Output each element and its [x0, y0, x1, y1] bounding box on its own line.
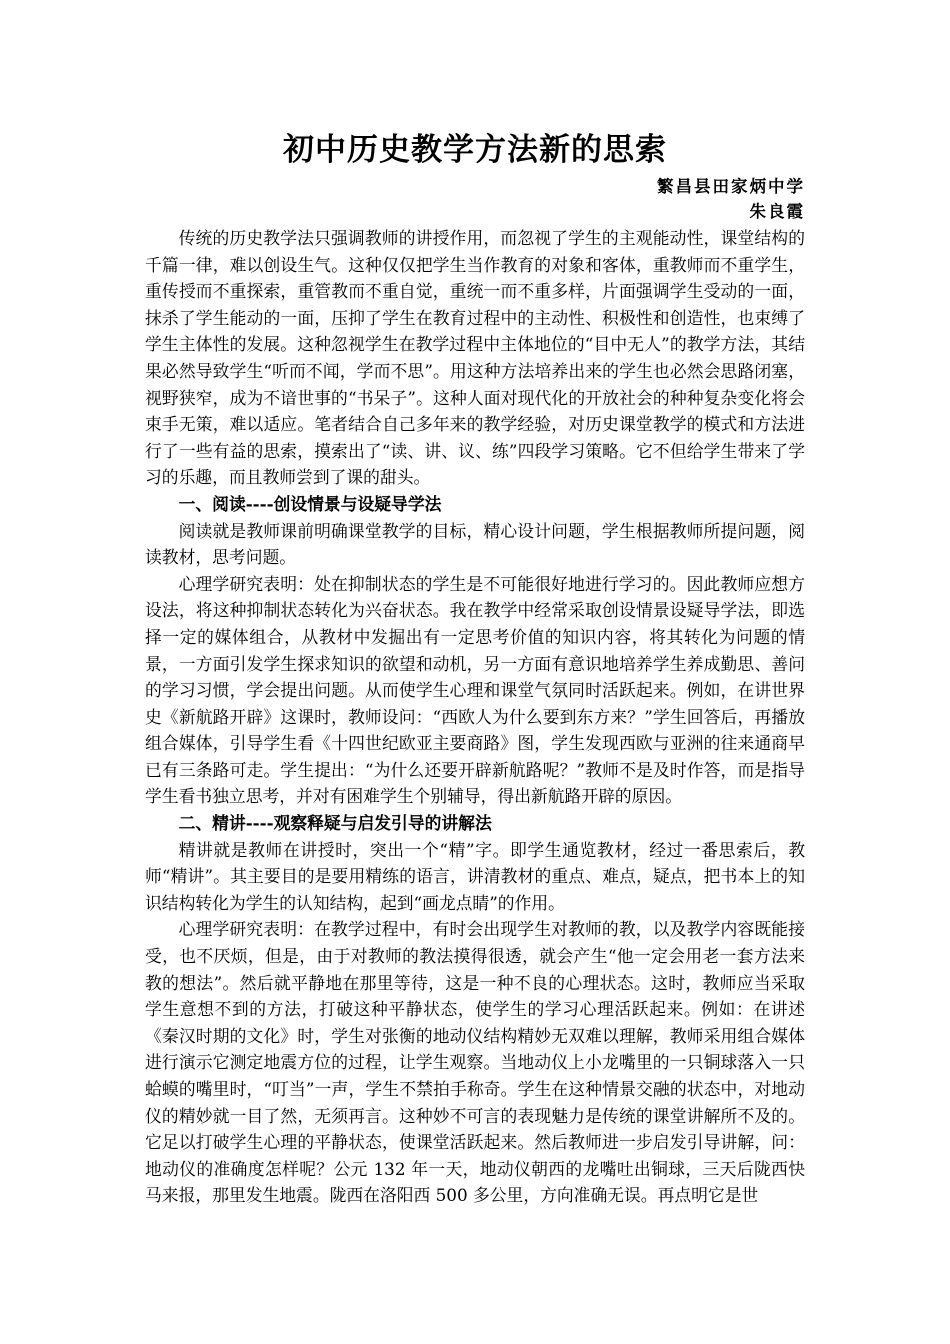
body-paragraph: 阅读就是教师课前明确课堂教学的目标，精心设计问题，学生根据教师所提问题，阅读教材，思考问题。: [145, 520, 805, 568]
body-paragraph: 精讲就是教师在讲授时，突出一个“精”字。即学生通览教材，经过一番思索后，教师“精讲”。其主要目的是要用精练的语言，讲清教材的重点、难点，疑点，把书本上的知识结构转化为学生的认知结构，起到“画龙点睛”的作用。: [145, 839, 805, 913]
document-title: 初中历史教学方法新的思索: [283, 132, 667, 168]
section-heading-lecturing: 二、精讲----观察释疑与启发引导的讲解法: [178, 813, 492, 834]
document-body: [145, 225, 805, 1209]
author-school: 繁昌县田家炳中学: [657, 177, 805, 196]
section-heading-reading: 一、阅读----创设情景与设疑导学法: [178, 493, 442, 514]
body-paragraph: 心理学研究表明：处在抑制状态的学生是不可能很好地进行学习的。因此教师应想方设法，将这种抑制状态转化为兴奋状态。我在教学中经常采取创设情景设疑导学法，即选择一定的媒体组合，从教材中发掘出有一定思考价值的知识内容，将其转化为问题的情景，一方面引发学生探求知识的欲望和动机，另一方面有意识地培养学生养成勤思、善问的学习习惯，学会提出问题。从而使学生心理和课堂气氛同时活跃起来。例如，在讲世界史《新航路开辟》这课时，教师设问：“西欧人为什么要到东方来？”学生回答后，再播放组合媒体，引导学生看《十四世纪欧亚主要商路》图，学生发现西欧与亚洲的往来通商早已有三条路可走。学生提出：“为什么还要开辟新航路呢？”教师不是及时作答，而是指导学生看书独立思考，并对有困难学生个别辅导，得出新航路开辟的原因。: [145, 573, 805, 807]
body-paragraph: 心理学研究表明：在教学过程中，有时会出现学生对教师的教，以及教学内容既能接受，也不厌烦，但是，由于对教师的教法摸得很透，就会产生“他一定会用老一套方法来教的想法”。然后就平静地在那里等待，这是一种不良的心理状态。这时，教师应当采取学生意想不到的方法，打破这种平静状态，使学生的学习心理活跃起来。例如：在讲述《秦汉时期的文化》时，学生对张衡的地动仪结构精妙无双难以理解，教师采用组合媒体进行演示它测定地震方位的过程，让学生观察。当地动仪上小龙嘴里的一只铜球落入一只蛤蟆的嘴里时，“叮当”一声，学生不禁拍手称奇。学生在这种情景交融的状态中，对地动仪的精妙就一目了然，无须再言。这种妙不可言的表现魅力是传统的课堂讲解所不及的。它足以打破学生心理的平静状态，使课堂活跃起来。然后教师进一步启发引导讲解，问：地动仪的准确度怎样呢？公元 132 年一天，地动仪朝西的龙嘴吐出铜球，三天后陇西快马来报，那里发生地震。陇西在洛阳西 500 多公里，方向准确无误。再点明它是世: [145, 919, 805, 1206]
author-name: 朱良霞: [749, 202, 805, 221]
intro-paragraph: 传统的历史教学法只强调教师的讲授作用，而忽视了学生的主观能动性，课堂结构的千篇一律，难以创设生气。这种仅仅把学生当作教育的对象和客体，重教师而不重学生，重传授而不重探索，重管教而不重自觉，重统一而不重多样，片面强调学生受动的一面，抹杀了学生能动的一面，压抑了学生在教育过程中的主动性、积极性和创造性，也束缚了学生主体性的发展。这种忽视学生在教学过程中主体地位的“目中无人”的教学方法，其结果必然导致学生“听而不闻，学而不思”。用这种方法培养出来的学生也必然会思路闭塞，视野狭窄，成为不谙世事的“书呆子”。这种人面对现代化的开放社会的种种复杂变化将会束手无策，难以适应。笔者结合自己多年来的教学经验，对历史课堂教学的模式和方法进行了一些有益的思索，摸索出了“读、讲、议、练”四段学习策略。它不但给学生带来了学习的乐趣，而且教师尝到了课的甜头。: [145, 228, 805, 488]
